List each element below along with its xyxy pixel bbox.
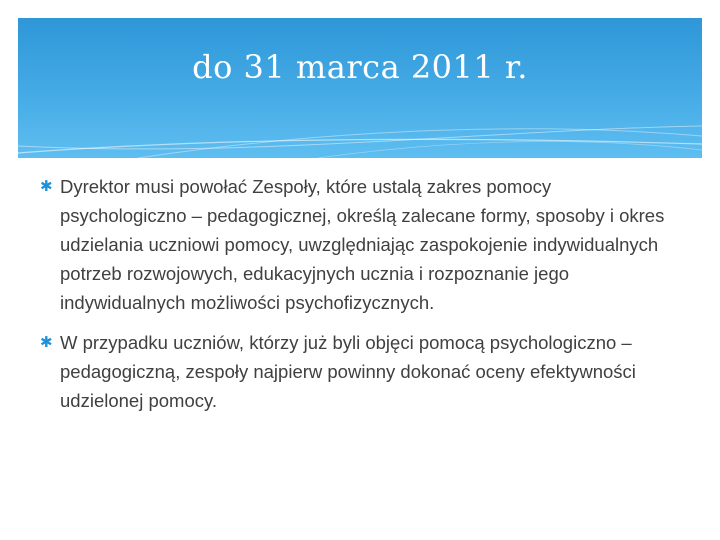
- title-banner: [18, 18, 702, 158]
- decorative-swoosh-lines: [18, 18, 702, 158]
- asterisk-bullet-icon: ✱: [40, 178, 53, 195]
- slide-title: do 31 marca 2011 r.: [192, 48, 528, 86]
- list-item: [40, 328, 680, 415]
- bullet-text: W przypadku uczniów, którzy już byli objęci pomocą psychologiczno – pedagogiczną, zespoły najpierw powinny dokonać oceny efektywności udzielonej pomocy.: [60, 332, 636, 411]
- bullet-list: [40, 172, 680, 426]
- list-item: [40, 172, 680, 317]
- bullet-text: Dyrektor musi powołać Zespoły, które ustalą zakres pomocy psychologiczno – pedagogicznej, określą zalecane formy, sposoby i okres udzielania uczniowi pomocy, uwzględniając zaspokojenie indywidualnych potrzeb rozwojowych, edukacyjnych ucznia i rozpoznanie jego indywidualnych możliwości psychofizycznych.: [60, 176, 665, 313]
- asterisk-bullet-icon: ✱: [40, 334, 53, 351]
